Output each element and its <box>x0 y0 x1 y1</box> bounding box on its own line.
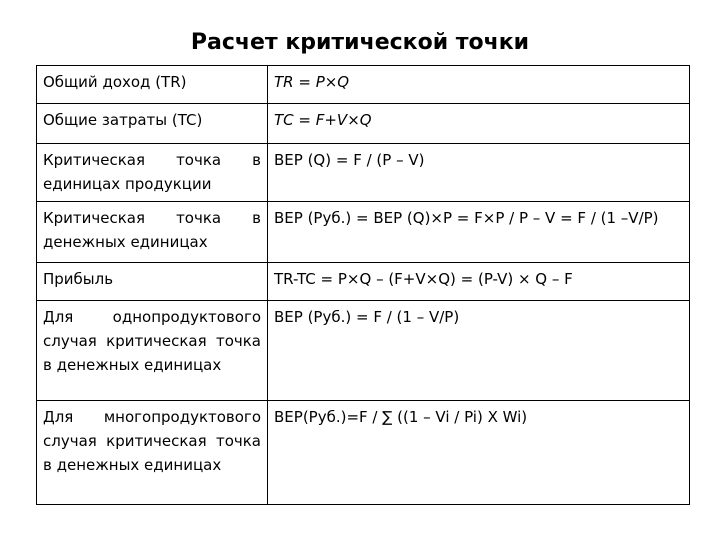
row-label-cell <box>37 301 268 401</box>
formula-cell <box>268 202 690 263</box>
row-label: Для многопродуктового случая критическая точка в денежных единицах <box>43 408 261 474</box>
formula-cell <box>268 104 690 144</box>
row-label: Общий доход (TR) <box>43 73 187 91</box>
formula-cell <box>268 263 690 301</box>
formula-text: BEP (Руб.) = BEP (Q)×P = F×P / P – V = F / (1 –V/P) <box>274 209 659 227</box>
formula-text: TC = F+V×Q <box>274 111 372 129</box>
table-row <box>37 301 690 401</box>
table-row <box>37 66 690 104</box>
row-label-cell <box>37 144 268 202</box>
row-label: Критическая точка в единицах продукции <box>43 151 261 193</box>
formula-text: TR-TC = P×Q – (F+V×Q) = (P-V) × Q – F <box>274 270 573 288</box>
row-label: Прибыль <box>43 270 114 288</box>
row-label-cell <box>37 401 268 505</box>
row-label-cell <box>37 202 268 263</box>
formula-text: BEP (Q) = F / (P – V) <box>274 151 425 169</box>
table-row <box>37 263 690 301</box>
slide-title: Расчет критической точки <box>190 30 530 55</box>
table-row <box>37 104 690 144</box>
row-label: Критическая точка в денежных единицах <box>43 209 261 251</box>
formula-text: BEP(Руб.)=F / ∑ ((1 – Vi / Pi) X Wi) <box>274 408 528 426</box>
row-label-cell <box>37 66 268 104</box>
row-label: Общие затраты (TC) <box>43 111 203 129</box>
formula-text: TR = P×Q <box>274 73 350 91</box>
row-label-cell <box>37 104 268 144</box>
formula-cell <box>268 401 690 505</box>
formula-cell <box>268 66 690 104</box>
break-even-table <box>36 65 690 505</box>
table-row <box>37 144 690 202</box>
row-label-cell <box>37 263 268 301</box>
formula-text: BEP (Руб.) = F / (1 – V/P) <box>274 308 460 326</box>
row-label: Для однопродуктового случая критическая точка в денежных единицах <box>43 308 261 374</box>
table-row <box>37 401 690 505</box>
formula-cell <box>268 301 690 401</box>
formula-cell <box>268 144 690 202</box>
table-row <box>37 202 690 263</box>
